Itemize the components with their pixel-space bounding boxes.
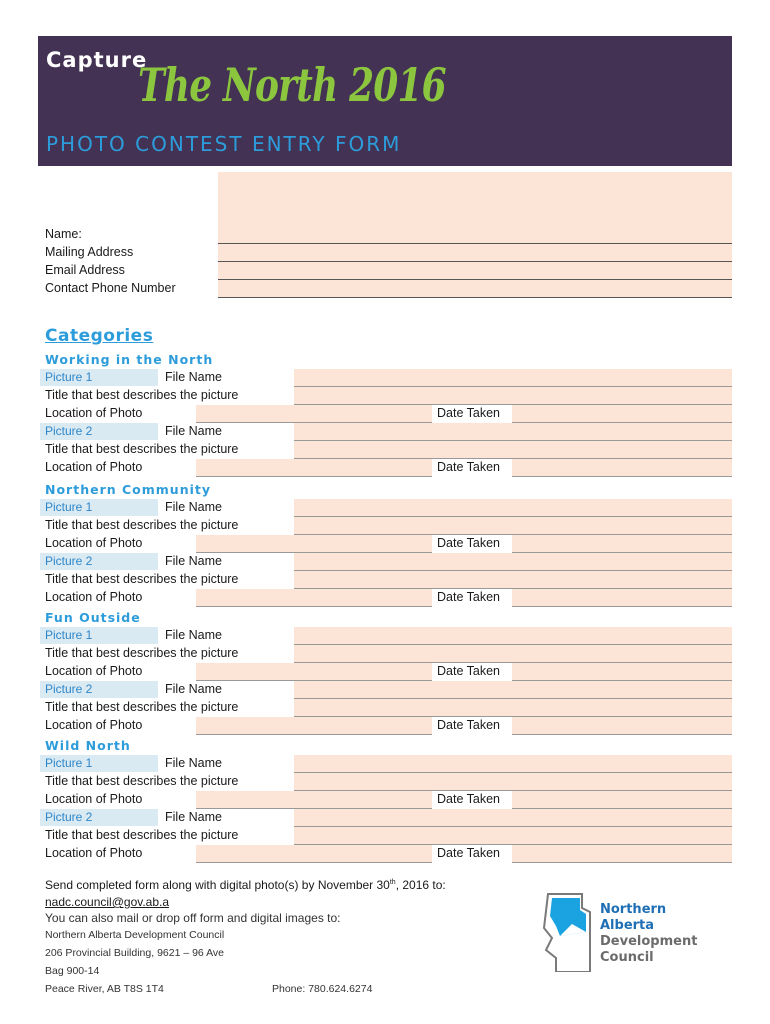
location-label: Location of Photo [45,792,143,806]
date-taken-field[interactable] [512,589,732,607]
file-name-field[interactable] [294,499,732,517]
location-label: Location of Photo [45,460,143,474]
name-line [218,243,732,244]
picture-tag-label: Picture 1 [45,500,93,514]
location-field[interactable] [196,717,432,735]
file-name-field[interactable] [294,755,732,773]
logo-line-northern: Northern [600,902,667,917]
picture-tag [40,755,158,772]
location-field[interactable] [196,535,432,553]
title-field[interactable] [294,773,732,791]
file-name-label: File Name [165,424,222,438]
file-name-field[interactable] [294,553,732,571]
mailing-address-label: Mailing Address [45,245,134,259]
file-name-label: File Name [165,500,222,514]
location-field[interactable] [196,845,432,863]
picture-tag-label: Picture 2 [45,424,93,438]
picture-tag-label: Picture 1 [45,756,93,770]
picture-tag [40,809,158,826]
email-address-label: Email Address [45,263,125,277]
logo-line-alberta: Alberta [600,918,655,933]
date-taken-label: Date Taken [437,792,501,806]
logo-line-development: Development [600,934,698,949]
date-taken-label: Date Taken [437,718,501,732]
date-taken-field[interactable] [512,791,732,809]
nadc-logo-icon [538,888,598,972]
contest-title: The North 2016 [138,58,446,112]
date-taken-label: Date Taken [437,664,501,678]
nadc-logo-text [600,902,697,966]
form-subtitle: PHOTO CONTEST ENTRY FORM [46,132,402,156]
date-taken-field[interactable] [512,535,732,553]
date-taken-label: Date Taken [437,846,501,860]
location-label: Location of Photo [45,536,143,550]
picture-tag-label: Picture 2 [45,682,93,696]
header-banner [38,36,732,166]
location-field[interactable] [196,459,432,477]
file-name-label: File Name [165,756,222,770]
title-label: Title that best describes the picture [45,646,239,660]
picture-tag-label: Picture 1 [45,628,93,642]
title-field[interactable] [294,441,732,459]
picture-tag-label: Picture 1 [45,370,93,384]
title-label: Title that best describes the picture [45,442,239,456]
file-name-label: File Name [165,810,222,824]
picture-tag [40,627,158,644]
picture-tag [40,369,158,386]
picture-tag [40,681,158,698]
org-city: Peace River, AB T8S 1T4 [45,983,164,995]
council-email-link[interactable]: nadc.council@gov.ab.a [45,895,170,909]
org-name: Northern Alberta Development Council [45,929,225,941]
date-taken-label: Date Taken [437,536,501,550]
location-label: Location of Photo [45,664,143,678]
file-name-label: File Name [165,554,222,568]
email-line [218,279,732,280]
title-label: Title that best describes the picture [45,572,239,586]
mail-note: You can also mail or drop off form and digital images to: [45,911,341,925]
category-title: Working in the North [45,352,214,367]
title-label: Title that best describes the picture [45,388,239,402]
picture-tag [40,423,158,440]
title-field[interactable] [294,571,732,589]
title-label: Title that best describes the picture [45,518,239,532]
location-label: Location of Photo [45,846,143,860]
date-taken-field[interactable] [512,717,732,735]
title-field[interactable] [294,517,732,535]
send-text-sup: th [389,879,396,886]
location-field[interactable] [196,405,432,423]
file-name-field[interactable] [294,369,732,387]
send-text-prefix: Send completed form along with digital photo(s) by November 30 [45,878,390,892]
location-label: Location of Photo [45,590,143,604]
title-field[interactable] [294,645,732,663]
file-name-field[interactable] [294,627,732,645]
location-label: Location of Photo [45,406,143,420]
logo-line-council: Council [600,950,654,965]
send-text-suffix: , 2016 to: [395,878,446,892]
date-taken-field[interactable] [512,663,732,681]
categories-heading: Categories [45,326,154,346]
title-field[interactable] [294,827,732,845]
send-instructions [45,878,446,892]
file-name-label: File Name [165,628,222,642]
file-name-field[interactable] [294,423,732,441]
file-name-field[interactable] [294,681,732,699]
location-label: Location of Photo [45,718,143,732]
title-label: Title that best describes the picture [45,828,239,842]
name-label: Name: [45,227,82,241]
date-taken-label: Date Taken [437,590,501,604]
org-phone: Phone: 780.624.6274 [272,983,373,995]
phone-line [218,297,732,298]
date-taken-label: Date Taken [437,406,501,420]
location-field[interactable] [196,663,432,681]
title-field[interactable] [294,387,732,405]
title-label: Title that best describes the picture [45,774,239,788]
date-taken-label: Date Taken [437,460,501,474]
date-taken-field[interactable] [512,405,732,423]
location-field[interactable] [196,791,432,809]
picture-tag [40,499,158,516]
contact-phone-label: Contact Phone Number [45,281,176,295]
file-name-label: File Name [165,682,222,696]
org-building: 206 Provincial Building, 9621 – 96 Ave [45,947,225,959]
category-title: Wild North [45,738,131,753]
picture-tag-label: Picture 2 [45,810,93,824]
file-name-label: File Name [165,370,222,384]
picture-tag-label: Picture 2 [45,554,93,568]
title-label: Title that best describes the picture [45,700,239,714]
title-field[interactable] [294,699,732,717]
location-field[interactable] [196,589,432,607]
file-name-field[interactable] [294,809,732,827]
date-taken-field[interactable] [512,845,732,863]
category-title: Fun Outside [45,610,141,625]
org-bag: Bag 900-14 [45,965,100,977]
date-taken-field[interactable] [512,459,732,477]
picture-tag [40,553,158,570]
address-line [218,261,732,262]
category-title: Northern Community [45,482,211,497]
capture-heading: Capture [46,48,148,72]
